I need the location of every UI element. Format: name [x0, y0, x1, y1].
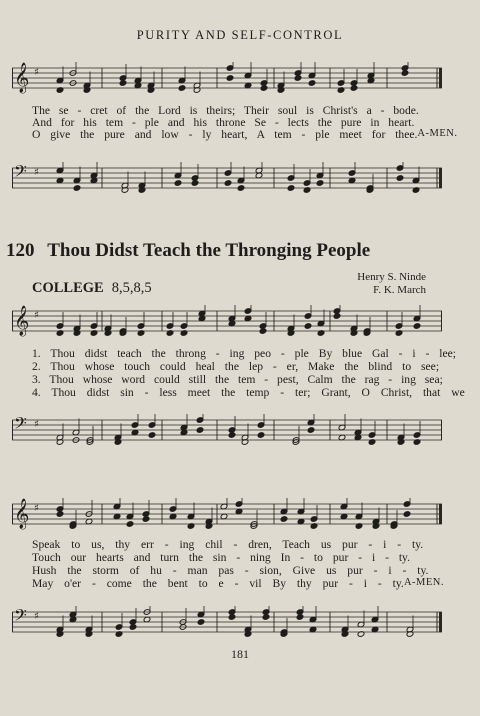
note-head — [224, 180, 232, 187]
key-signature-sharp-icon: ♯ — [34, 167, 39, 178]
lyric-verse-1-line-2: Speak to us, thy err - ing chil - dren, Teach us pur - i - ty. — [32, 538, 424, 551]
bass-clef-icon: 𝄢 — [14, 162, 27, 185]
music-staff-bass-2 — [12, 606, 452, 640]
lyric-line-prev-3 — [32, 128, 458, 141]
note-head — [178, 85, 186, 92]
lyric-verse-3-line-1: 3. Thou whose word could still the tem - pest, Calm the rag - ing sea; — [32, 373, 443, 386]
hymn-number: 120 — [6, 240, 35, 261]
note-head — [350, 85, 358, 92]
tune-info — [32, 280, 152, 297]
lyric-verse-4-line-2: May o'er - come the bent to e - vil By thy pur - i - ty. — [32, 577, 404, 590]
lyric-verse-2-line-2: Touch our hearts and turn the sin - ning In - to pur - i - ty. — [32, 551, 410, 564]
hymn-heading — [6, 240, 370, 262]
music-staff-bass-prev — [12, 162, 452, 196]
music-staff-treble-prev — [12, 62, 452, 96]
note-head — [307, 427, 315, 434]
note-head — [119, 80, 127, 87]
note-head — [174, 180, 182, 187]
note-head — [403, 511, 411, 518]
treble-clef-icon: 𝄞 — [14, 63, 30, 93]
lyric-verse-2-line-1: 2. Thou whose touch could heal the lep - er, Make the blind to see; — [32, 360, 440, 373]
note-head — [196, 427, 204, 434]
lyric-line-prev-2: And for his tem - ple and his throne Se - lects the pure in heart. — [32, 116, 415, 129]
tune-name: COLLEGE — [32, 280, 104, 296]
lyric-verse-1-line-1: 1. Thou didst teach the throng - ing peo - ple By blue Gal - i - lee; — [32, 347, 457, 360]
lyric-verse-4-line-1: 4. Thou didst sin - less meet the temp - ter; Grant, O Christ, that we — [32, 386, 465, 399]
note-head — [316, 180, 324, 187]
note-head — [304, 323, 312, 330]
note-head — [401, 70, 409, 77]
note-head — [280, 516, 288, 523]
amen-label-prev: A-MEN. — [417, 128, 458, 139]
note-head — [237, 185, 245, 192]
bass-clef-icon: 𝄢 — [14, 414, 27, 437]
note-head — [129, 624, 137, 631]
lyric-line-prev-3-text: O give the pure and low - ly heart, A tem - ple meet for thee. — [32, 128, 418, 141]
amen-label: A-MEN. — [403, 577, 444, 588]
note-head — [262, 614, 270, 621]
tune-meter: 8,5,8,5 — [111, 280, 152, 296]
music-staff-treble-1 — [12, 305, 452, 339]
composer-credit: F. K. March — [373, 284, 426, 296]
note-head — [396, 175, 404, 182]
note-head — [257, 432, 265, 439]
author-credit: Henry S. Ninde — [357, 271, 426, 283]
lyric-line-prev-1: The se - cret of the Lord is theirs; Their soul is Christ's a - bode. — [32, 104, 419, 117]
note-head — [191, 180, 199, 187]
key-signature-sharp-icon: ♯ — [34, 419, 39, 430]
key-signature-sharp-icon: ♯ — [34, 310, 39, 321]
key-signature-sharp-icon: ♯ — [34, 503, 39, 514]
note-head — [142, 516, 150, 523]
note-head — [56, 511, 64, 518]
note-head — [413, 323, 421, 330]
bass-clef-icon: 𝄢 — [14, 606, 27, 629]
running-title: PURITY AND SELF-CONTROL — [136, 28, 344, 42]
treble-clef-icon: 𝄞 — [14, 499, 30, 529]
note-head — [287, 185, 295, 192]
note-head — [228, 614, 236, 621]
lyric-verse-3-line-2: Hush the storm of hu - man pas - sion, Give us pur - i - ty. — [32, 564, 429, 577]
page-number: 181 — [231, 647, 249, 661]
note-head — [148, 432, 156, 439]
note-head — [259, 328, 267, 335]
note-head — [294, 75, 302, 82]
lyric-verse-4-line-2-row — [32, 577, 444, 590]
key-signature-sharp-icon: ♯ — [34, 611, 39, 622]
key-signature-sharp-icon: ♯ — [34, 67, 39, 78]
treble-clef-icon: 𝄞 — [14, 306, 30, 336]
note-head — [260, 85, 268, 92]
note-head — [226, 75, 234, 82]
note-head — [126, 521, 134, 528]
music-staff-treble-2 — [12, 498, 452, 532]
note-head — [197, 619, 205, 626]
note-head — [296, 614, 304, 621]
music-staff-bass-1 — [12, 414, 452, 448]
note-head — [228, 432, 236, 439]
note-head — [73, 185, 81, 192]
note-head — [308, 80, 316, 87]
note-head — [333, 313, 341, 320]
hymn-title: Thou Didst Teach the Thronging People — [47, 240, 371, 261]
